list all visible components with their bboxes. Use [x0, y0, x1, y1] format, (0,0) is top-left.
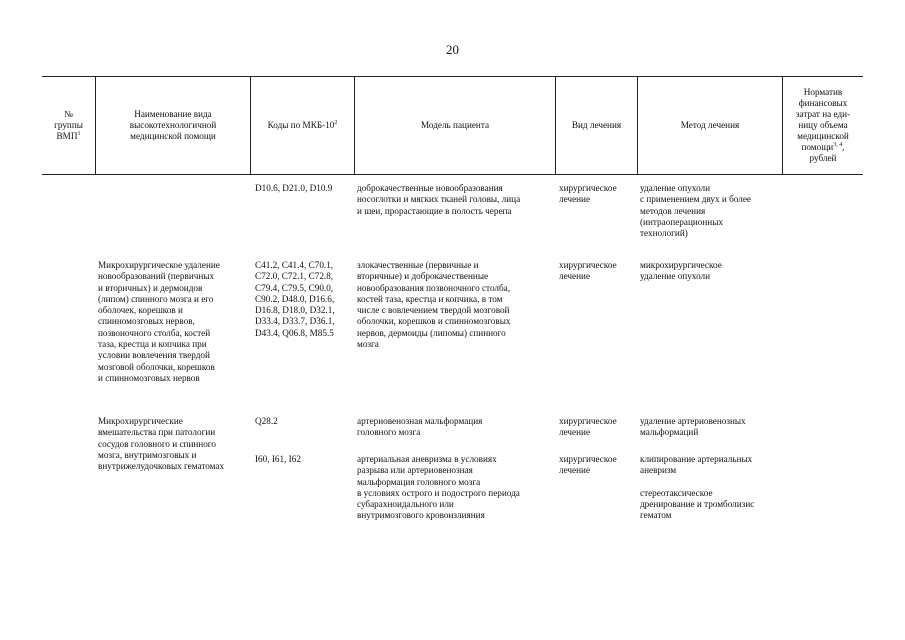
header-treatment-type: Вид лечения	[571, 119, 622, 130]
header-group-number: № группы ВМП$^1$	[54, 108, 83, 141]
table-row-model: злокачественные (первичные и вторичные) и доброкачественные новообразования позвоночного столба, костей таза, крестца и копчика, в том числе с вовлечением твердой мозговой оболочки, корешков и спинномозговых нервов, дермоиды (липомы) спинного мозга	[357, 260, 511, 350]
table-row-name: Микрохирургическое удаление новообразований (первичных и вторичных) и дермоидов (липом) спинного мозга и его оболочек, корешков и спинномозговых нервов, позвоночного столба, костей таза, крестца и копчика при условии вовлечения твердой мозговой оболочки, корешков и спинномозговых нервов	[98, 260, 220, 383]
header-icd-codes: Коды по МКБ-$10^2$	[267, 119, 338, 130]
table-row-codes: D10.6, D21.0, D10.9	[255, 183, 333, 193]
table-row-model: артериальная аневризма в условиях разрыва или артериовенозная мальформация головного мозга в условиях острого и подострого периода субарахноидального или внутримозгового кровоизлияния	[357, 454, 520, 521]
table-row-method: клипирование артериальных аневризм стереотаксическое дренирование и тромболизис гематом	[640, 454, 755, 521]
header-cost-standard: Норматив финансовых затрат на еди- ницу объема медицинской помощи$^{3, 4}$, рублей	[795, 86, 851, 163]
table-row-treatment-type: хирургическое лечение	[559, 183, 617, 205]
table-row-treatment-type: хирургическое лечение	[559, 454, 617, 476]
table-header-bottom-rule	[42, 174, 863, 175]
table-row-treatment-type: хирургическое лечение	[559, 260, 617, 282]
table-row-codes: Q28.2	[255, 416, 278, 426]
header-treatment-method: Метод лечения	[680, 119, 740, 130]
header-patient-model: Модель пациента	[420, 119, 490, 130]
page-number: 20	[446, 42, 459, 57]
table-row-method: удаление опухоли с применением двух и более методов лечения (интраоперационных технологий)	[640, 183, 751, 239]
table-row-codes: C41.2, C41.4, C70.1, C72.0, C72.1, C72.8, C79.4, C79.5, C90.0, C90.2, D48.0, D16.6, D16.8, D18.0, D32.1, D33.4, D33.7, D36.1, D43.4, Q06.8, M85.5	[255, 260, 335, 338]
table-row-codes: I60, I61, I62	[255, 454, 301, 464]
table-row-model: артериовенозная мальформация головного мозга	[357, 416, 483, 438]
table-row-model: доброкачественные новообразования носоглотки и мягких тканей головы, лица и шеи, прорастающие в полость черепа	[357, 183, 521, 216]
table-row-method: микрохирургическое удаление опухоли	[640, 260, 722, 282]
table-row-name: Микрохирургические вмешательства при патологии сосудов головного и спинного мозга, внутримозговых и внутрижелудочковых гематомах	[98, 416, 225, 472]
table-row-treatment-type: хирургическое лечение	[559, 416, 617, 438]
header-care-type-name: Наименование вида высокотехнологичной медицинской помощи	[129, 108, 217, 141]
table-row-method: удаление артериовенозных мальформаций	[640, 416, 746, 438]
